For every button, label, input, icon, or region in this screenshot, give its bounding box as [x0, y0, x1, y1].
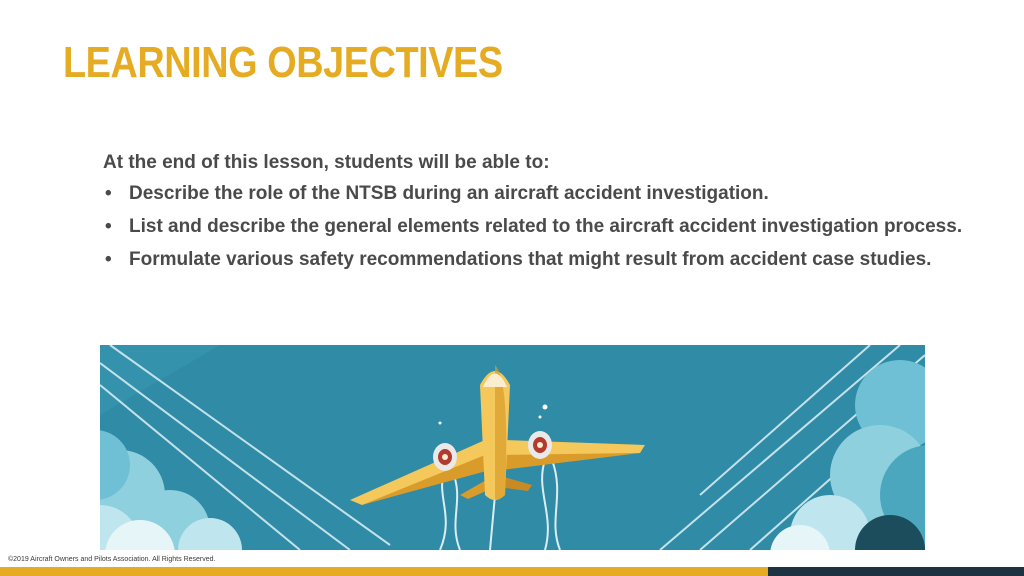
- airplane-illustration: [100, 345, 925, 550]
- objective-item: • List and describe the general elements related to the aircraft accident investigation process.: [103, 214, 963, 239]
- objectives-block: [103, 150, 963, 280]
- objective-item: • Formulate various safety recommendations that might result from accident case studies.: [103, 247, 963, 272]
- copyright-notice: ©2019 Aircraft Owners and Pilots Association. All Rights Reserved.: [8, 556, 216, 563]
- objectives-intro: At the end of this lesson, students will be able to:: [103, 152, 550, 173]
- airplane-icon: [100, 345, 925, 550]
- footer-accent-bar: [0, 567, 768, 576]
- objective-item: • Describe the role of the NTSB during an aircraft accident investigation.: [103, 181, 963, 206]
- slide-title: LEARNING OBJECTIVES: [63, 38, 503, 87]
- objectives-list: [103, 181, 963, 272]
- footer-dark-bar: [768, 567, 1024, 576]
